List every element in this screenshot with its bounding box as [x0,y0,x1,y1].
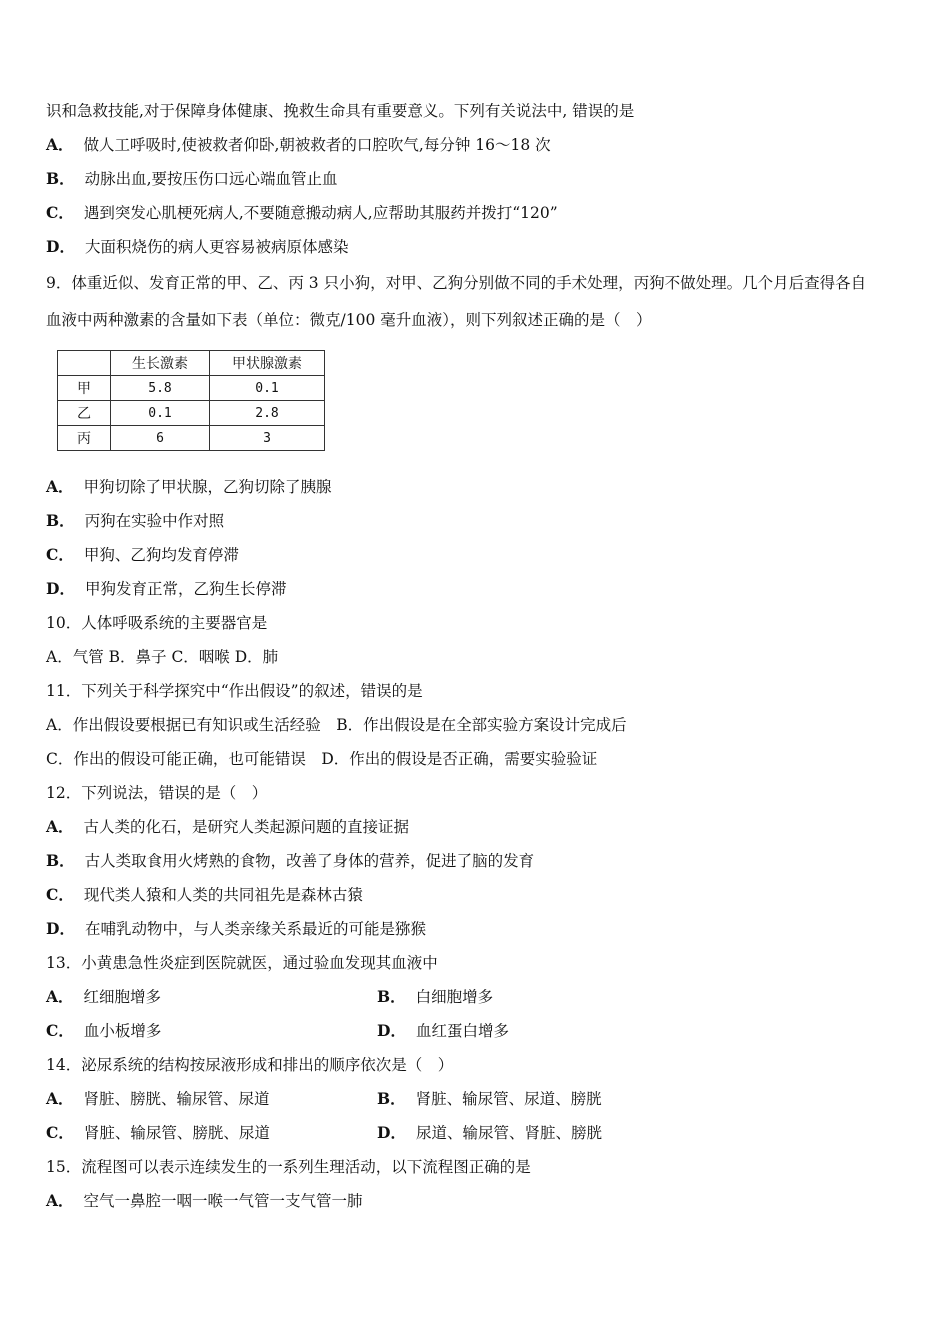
q12-stem: 12．下列说法，错误的是（ ） [46,784,268,802]
table-cell: 0.1 [111,401,210,426]
q12-option-a: A． 古人类的化石，是研究人类起源问题的直接证据 [46,817,410,836]
q9-option-c: C． 甲狗、乙狗均发育停滞 [46,545,239,564]
q8-option-d: D． 大面积烧伤的病人更容易被病原体感染 [46,237,349,256]
q11-options-line2: C．作出的假设可能正确，也可能错误 D．作出的假设是否正确，需要实验验证 [46,750,598,768]
q8-option-a: A． 做人工呼吸时,使被救者仰卧,朝被救者的口腔吹气,每分钟 16～18 次 [46,135,551,154]
q14-option-a: A． 肾脏、膀胱、输尿管、尿道 [46,1089,270,1108]
q9-option-b: B． 丙狗在实验中作对照 [46,511,225,530]
table-header-cell: 甲状腺激素 [210,351,325,376]
q13-option-d: D． 血红蛋白增多 [377,1021,509,1040]
q11-stem: 11．下列关于科学探究中“作出假设”的叙述，错误的是 [46,682,423,700]
q12-option-c: C． 现代类人猿和人类的共同祖先是森林古猿 [46,885,363,904]
q8-stem: 识和急救技能,对于保障身体健康、挽救生命具有重要意义。下列有关说法中, 错误的是 [46,102,635,120]
q11-options-line1: A．作出假设要根据已有知识或生活经验 B．作出假设是在全部实验方案设计完成后 [46,716,627,734]
q8-option-c: C． 遇到突发心肌梗死病人,不要随意搬动病人,应帮助其服药并拨打“120” [46,203,558,222]
q9-stem-line2: 血液中两种激素的含量如下表（单位：微克/100 毫升血液），则下列叙述正确的是（ ） [46,311,652,329]
table-header-cell [58,351,111,376]
q15-stem: 15．流程图可以表示连续发生的一系列生理活动，以下流程图正确的是 [46,1158,531,1176]
q12-option-b: B． 古人类取食用火烤熟的食物，改善了身体的营养，促进了脑的发育 [46,851,535,870]
q12-option-d: D． 在哺乳动物中，与人类亲缘关系最近的可能是猕猴 [46,919,426,938]
table-row [58,426,325,451]
hormone-table [57,350,325,451]
table-row [58,401,325,426]
q15-option-a: A． 空气一鼻腔一咽一喉一气管一支气管一肺 [46,1191,363,1210]
q14-stem: 14．泌尿系统的结构按尿液形成和排出的顺序依次是（ ） [46,1056,454,1074]
q9-option-a: A． 甲狗切除了甲状腺，乙狗切除了胰腺 [46,477,332,496]
q13-option-c: C． 血小板增多 [46,1021,162,1040]
table-cell: 5.8 [111,376,210,401]
table-row [58,376,325,401]
q13-option-b: B． 白细胞增多 [377,987,494,1006]
table-cell: 2.8 [210,401,325,426]
table-cell: 6 [111,426,210,451]
q9-option-d: D． 甲狗发育正常，乙狗生长停滞 [46,579,287,598]
table-cell: 3 [210,426,325,451]
q13-option-a: A． 红细胞增多 [46,987,162,1006]
q8-option-b: B． 动脉出血,要按压伤口远心端血管止血 [46,169,338,188]
table-cell: 丙 [58,426,111,451]
table-cell: 乙 [58,401,111,426]
table-header-row [58,351,325,376]
table-cell: 0.1 [210,376,325,401]
table-header-cell: 生长激素 [111,351,210,376]
q10-stem: 10．人体呼吸系统的主要器官是 [46,614,268,632]
q10-options: A．气管 B．鼻子 C．咽喉 D．肺 [46,648,279,666]
table-cell: 甲 [58,376,111,401]
q14-option-c: C． 肾脏、输尿管、膀胱、尿道 [46,1123,270,1142]
q14-option-d: D． 尿道、输尿管、肾脏、膀胱 [377,1123,602,1142]
q9-stem-line1: 9．体重近似、发育正常的甲、乙、丙 3 只小狗，对甲、乙狗分别做不同的手术处理，丙狗不做处理。几个月后查得各自 [46,274,867,292]
q14-option-b: B． 肾脏、输尿管、尿道、膀胱 [377,1089,602,1108]
q13-stem: 13．小黄患急性炎症到医院就医，通过验血发现其血液中 [46,954,438,972]
